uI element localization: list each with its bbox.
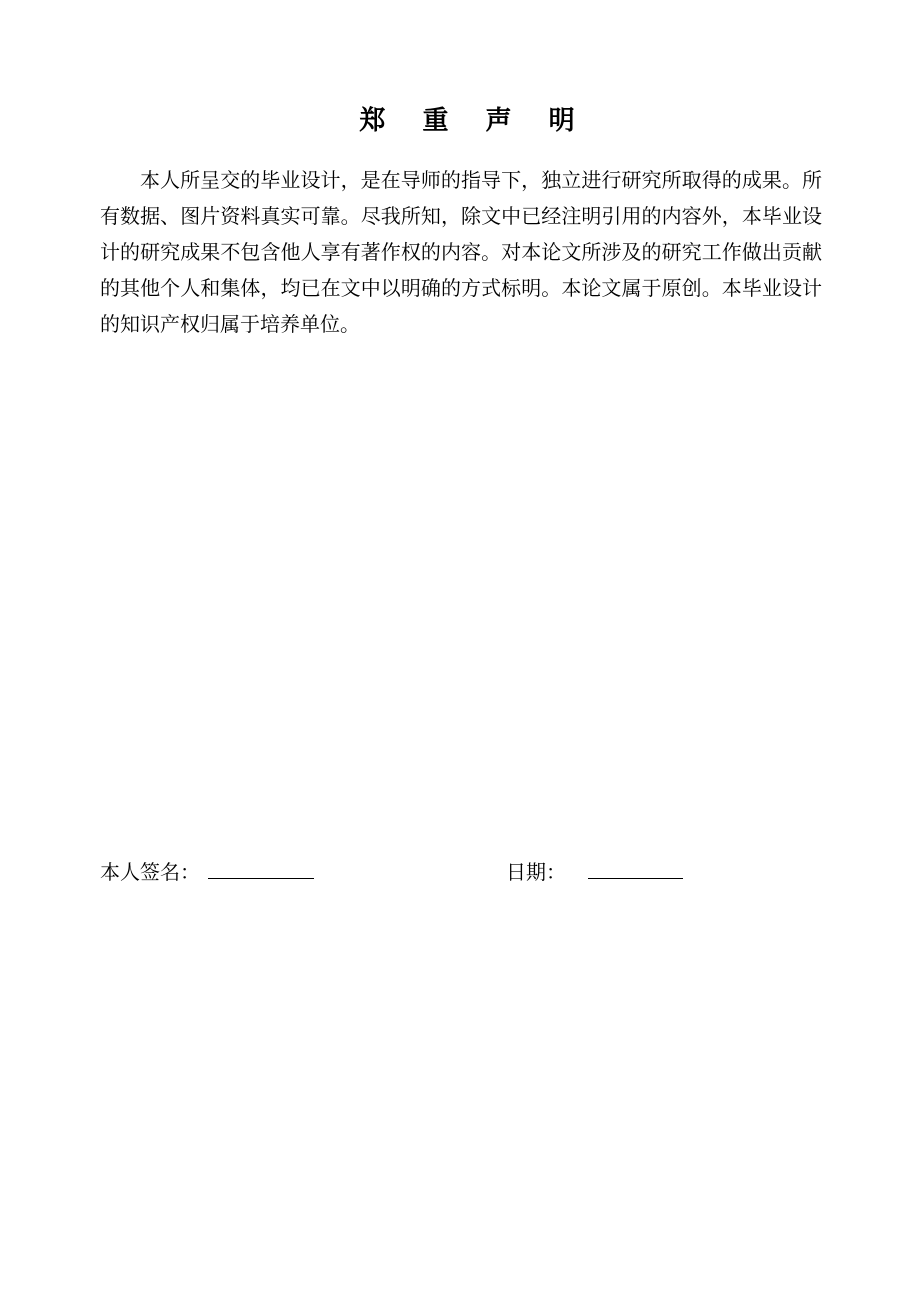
signature-label: 本人签名： [100, 860, 200, 884]
signature-blank-line [208, 858, 314, 879]
declaration-body: 本人所呈交的毕业设计，是在导师的指导下，独立进行研究所取得的成果。所有数据、图片资料真实可靠。尽我所知，除文中已经注明引用的内容外，本毕业设计的研究成果不包含他人享有著作权的内容。对本论文所涉及的研究工作做出贡献的其他个人和集体，均已在文中以明确的方式标明。本论文属于原创。本毕业设计的知识产权归属于培养单位。 [100, 168, 822, 336]
date-blank-line [588, 858, 683, 879]
date-row [506, 858, 683, 886]
date-label: 日期： [506, 860, 566, 884]
signature-row [100, 858, 314, 886]
page-title: 郑 重 声 明 [359, 106, 589, 136]
